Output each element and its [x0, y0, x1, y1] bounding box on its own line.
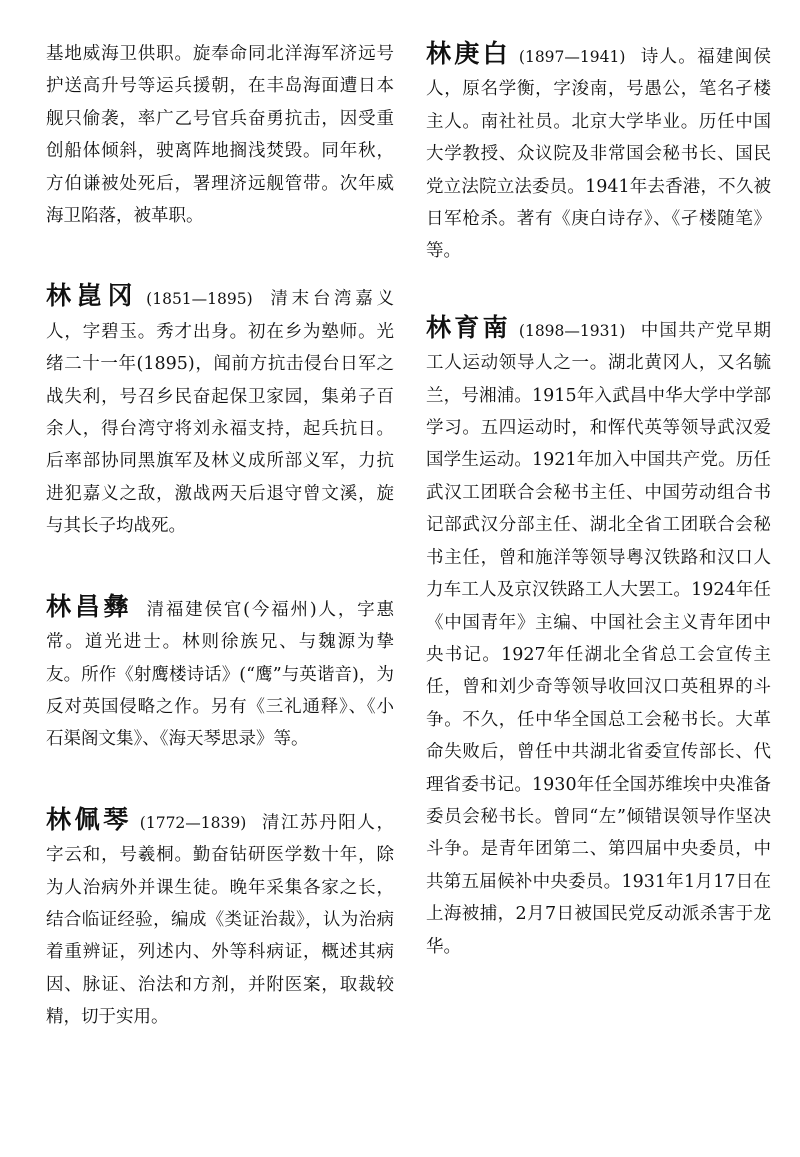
- entry-text: 清末台湾嘉义人，字碧玉。秀才出身。初在乡为塾师。光绪二十一年(1895)，闻前方抗击侵台日军之战失利，号召乡民奋起保卫家园，集弟子百余人，得台湾守将刘永福支持，起兵抗日。后率部协同黑旗军及林义成所部义军，力抗进犯嘉义之敌，激战两天后退守曾文溪，旋与其长子均战死。: [46, 289, 394, 537]
- entry-text: 清江苏丹阳人，字云和，号羲桐。勤奋钻研医学数十年，除为人治病外并课生徒。晚年采集各家之长，结合临证经验，编成《类证治裁》，认为治病着重辨证，列述内、外等科病证，概述其病因、脉证、治法和方剂，并附医案，取裁较精，切于实用。: [46, 812, 394, 1028]
- entry-dates: (1897—1941): [518, 48, 626, 66]
- entry-headword: 林庚白: [426, 39, 511, 68]
- entry-dates: (1898—1931): [518, 321, 626, 340]
- entry-headword: 林佩琴: [46, 804, 132, 834]
- entry-text: 基地威海卫供职。旋奉命同北洋海军济远号护送高升号等运兵援朝，在丰岛海面遭日本舰只偷袭，率广乙号官兵奋勇抗击，因受重创船体倾斜，驶离阵地搁浅焚毁。同年秋，方伯谦被处死后，署理济远舰管带。次年威海卫陷落，被革职。: [46, 44, 394, 227]
- entry-headword: 林崑冈: [46, 281, 139, 311]
- entry-continued: [46, 38, 394, 232]
- entry-headword: 林育南: [426, 312, 511, 342]
- entry-dates: (1772—1839): [139, 813, 247, 832]
- entry-lin-peiqin: [46, 804, 394, 1034]
- entry-headword: 林昌彝: [46, 591, 133, 621]
- entry-text: 诗人。福建闽侯人，原名学衡，字浚南，号愚公，笔名孑楼主人。南社社员。北京大学毕业。历任中国大学教授、众议院及非常国会秘书长、国民党立法院立法委员。1941年去香港，不久被日军枪杀。著有《庚白诗存》、《孑楼随笔》等。: [426, 47, 771, 262]
- entry-text: 中国共产党早期工人运动领导人之一。湖北黄冈人，又名毓兰，号湘浦。1915年入武昌中华大学中学部学习。五四运动时，和恽代英等领导武汉爱国学生运动。1921年加入中国共产党。历任武汉工团联合会秘书主任、中国劳动组合书记部武汉分部主任、湖北全省工团联合会秘书主任，曾和施洋等领导粤汉铁路和汉口人力车工人及京汉铁路工人大罢工。1924年任《中国青年》主编、中国社会主义青年团中央书记。1927年任湖北全省总工会宣传主任，曾和刘少奇等领导收回汉口英租界的斗争。不久，任中华全国总工会秘书长。大革命失败后，曾任中共湖北省委宣传部长、代理省委书记。1930年任全国苏维埃中央准备委员会秘书长。曾同“左”倾错误领导作坚决斗争。是青年团第二、第四届中央委员，中共第五届候补中央委员。1931年1月17日在上海被捕，2月7日被国民党反动派杀害于龙华。: [426, 320, 771, 957]
- entry-lin-kungang: [46, 280, 394, 542]
- entry-dates: (1851—1895): [146, 290, 253, 309]
- entry-lin-changyi: [46, 591, 394, 756]
- right-column: [426, 38, 771, 963]
- entry-lin-yunan: [426, 312, 771, 963]
- left-column: [46, 38, 394, 1034]
- entry-lin-gengbai: [426, 38, 771, 268]
- entry-text: 清福建侯官(今福州)人，字惠常。道光进士。林则徐族兄、与魏源为挚友。所作《射鹰楼诗话》(“鹰”与英谐音)，为反对英国侵略之作。另有《三礼通释》、《小石渠阁文集》、《海天琴思录》等。: [46, 599, 394, 750]
